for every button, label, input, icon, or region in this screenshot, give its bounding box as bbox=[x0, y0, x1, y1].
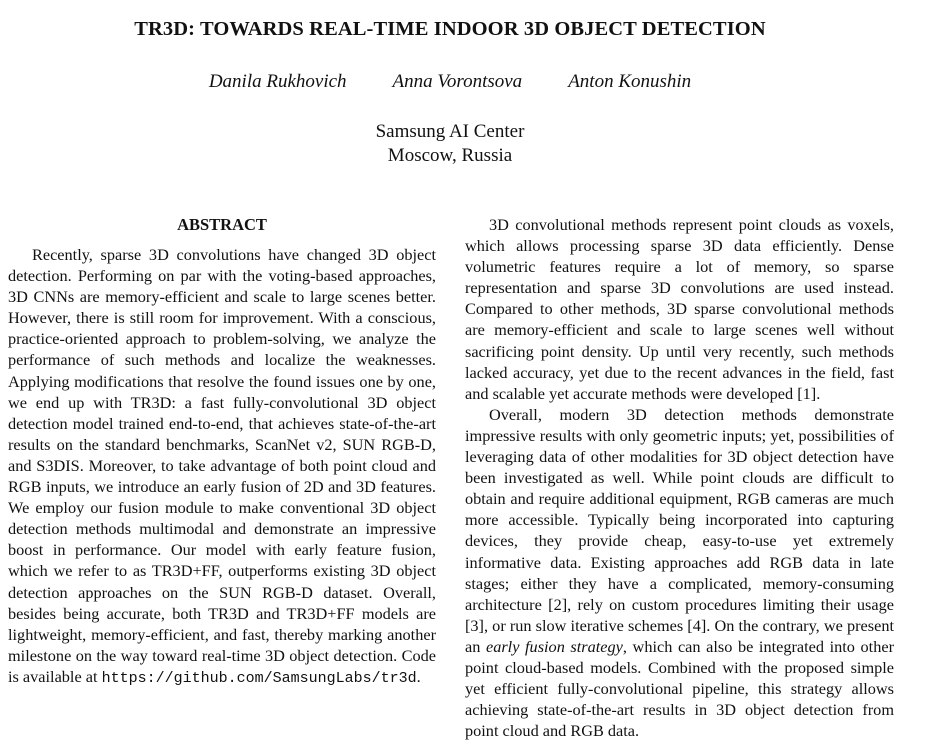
body-paragraph-2-part-a: Overall, modern 3D detection methods demonstrate impressive results with only geometric inputs; yet, possibilities of leveraging data of other modalities for 3D object detection have been investigated as well. While point clouds are difficult to obtain and require additional equipment, RGB cameras are much more accessible. Typically being incorporated into capturing devices, they provide cheap, easy-to-use yet extremely informative data. Existing approaches add RGB data in late stages; either they have a complicated, memory-consuming architecture [2], rely on custom procedures limiting their usage [3], or run slow iterative schemes [4]. On the contrary, we present an bbox=[465, 404, 894, 656]
abstract-body: Recently, sparse 3D convolutions have changed 3D object detection. Performing on par with the voting-based approaches, 3D CNNs are memory-efficient and scale to large scenes better. However, there is still room for improvement. With a conscious, practice-oriented approach to problem-solving, we analyze the performance of such methods and localize the weaknesses. Applying modifications that resolve the found issues one by one, we end up with TR3D: a fast fully-convolutional 3D object detection model trained end-to-end, that achieves state-of-the-art results on the standard benchmarks, ScanNet v2, SUN RGB-D, and S3DIS. Moreover, to take advantage of both point cloud and RGB inputs, we introduce an early fusion of 2D and 3D features. We employ our fusion module to make conventional 3D object detection methods multimodal and demonstrate an impressive boost in performance. Our model with early feature fusion, which we refer to as TR3D+FF, outperforms existing 3D object detection approaches on the SUN RGB-D dataset. Overall, besides being accurate, both TR3D and TR3D+FF models are lightweight, memory-efficient, and fast, thereby marking another milestone on the way toward real-time 3D object detection. Code is available at bbox=[8, 245, 436, 686]
abstract-end: . bbox=[416, 666, 421, 686]
affiliation-org: Samsung AI Center bbox=[375, 121, 525, 142]
author-list bbox=[0, 71, 900, 93]
paper-title: TR3D: TOWARDS REAL-TIME INDOOR 3D OBJECT DETECTION bbox=[134, 18, 766, 40]
abstract-heading: ABSTRACT bbox=[177, 215, 267, 234]
body-paragraph-2-emphasis: early fusion strategy bbox=[485, 636, 623, 656]
right-column bbox=[465, 214, 894, 741]
author-name: Anton Konushin bbox=[568, 71, 692, 92]
affiliation-location: Moscow, Russia bbox=[387, 145, 513, 166]
code-link[interactable]: https://github.com/SamsungLabs/tr3d bbox=[101, 669, 417, 687]
body-paragraph-2-part-b: , which can also be integrated into other point cloud-based models. Combined with the proposed simple yet efficient fully-convolutional pipeline, this strategy allows achieving state-of-the-art results in 3D object detection from point cloud and RGB data. bbox=[465, 636, 894, 741]
abstract-text bbox=[8, 244, 436, 689]
left-column bbox=[8, 214, 436, 689]
body-paragraph-1: 3D convolutional methods represent point clouds as voxels, which allows processing sparse 3D data efficiently. Dense volumetric features require a lot of memory, so sparse representation and sparse 3D convolutions are used instead. Compared to other methods, 3D sparse convolutional methods are memory-efficient and scale to large scenes well without sacrificing point density. Up until very recently, such methods lacked accuracy, yet due to the recent advances in the field, fast and scalable yet accurate methods were developed [1]. bbox=[465, 215, 894, 403]
body-paragraph-2 bbox=[465, 404, 894, 741]
affiliation bbox=[0, 120, 900, 168]
author-name: Danila Rukhovich bbox=[208, 71, 347, 92]
author-name: Anna Vorontsova bbox=[392, 71, 523, 92]
